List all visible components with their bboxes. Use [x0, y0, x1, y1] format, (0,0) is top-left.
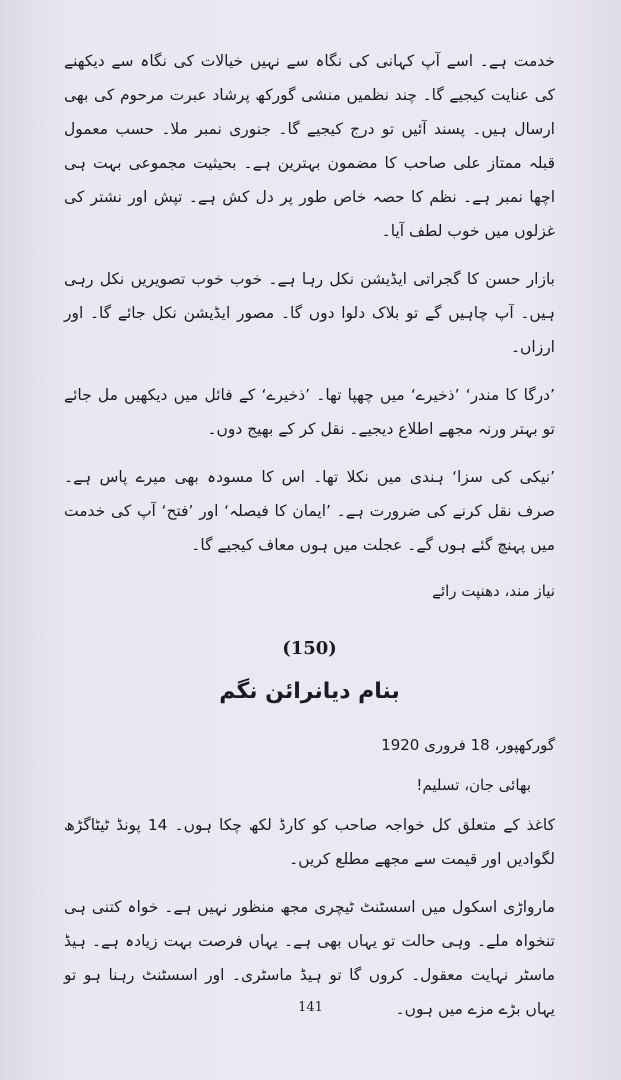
paragraph-2: بازار حسن کا گجراتی ایڈیشن نکل رہا ہے۔ خوب خوب تصویریں نکل رہی ہیں۔ آپ چاہیں گے تو بلاک دلوا دوں گا۔ مصور ایڈیشن نکل جائے گا۔ اور ارزاں۔ — [64, 270, 555, 356]
salutation: بھائی جان، تسلیم! — [416, 776, 531, 794]
place-and-date: گورکھپور، 18 فروری 1920 — [381, 736, 555, 754]
letter-number: (150) — [282, 638, 337, 659]
paragraph-3: ’درگا کا مندر‘ ’ذخیرے‘ میں چھپا تھا۔ ’ذخیرے‘ کے فائل میں دیکھیں مل جائے تو بہتر ورنہ مجھے اطلاع دیجیے۔ نقل کر کے بھیج دوں۔ — [64, 386, 555, 438]
signature: نیاز مند، دھنپت رائے — [432, 582, 555, 600]
letter-heading: بنام دیانرائن نگم — [219, 679, 400, 704]
letter-150 — [64, 728, 555, 1026]
paragraph-5: کاغذ کے متعلق کل خواجہ صاحب کو کارڈ لکھ چکا ہوں۔ 14 پونڈ ٹیٹاگڑھ لگوادیں اور قیمت سے مجھے مطلع کریں۔ — [64, 816, 555, 868]
page-number: 141 — [298, 1000, 323, 1015]
paragraph-1: خدمت ہے۔ اسے آپ کہانی کی نگاہ سے نہیں خیالات کی نگاہ سے دیکھنے کی عنایت کیجیے گا۔ چند نظمیں منشی گورکھ پرشاد عبرت مرحوم کی بھی ارسال ہیں۔ پسند آئیں تو درج کیجیے گا۔ جنوری نمبر ملا۔ حسب معمول قبلہ ممتاز علی صاحب کا مضمون بہترین ہے۔ بحیثیت مجموعی بہت ہی اچھا نمبر ہے۔ نظم کا حصہ خاص طور پر دل کش ہے۔ تپش اور نشتر کی غزلوں میں خوب لطف آیا۔ — [64, 52, 555, 240]
paragraph-6: مارواڑی اسکول میں اسسٹنٹ ٹیچری مجھ منظور نہیں ہے۔ خواہ کتنی ہی تنخواہ ملے۔ وہی حالت تو یہاں بھی ہے۔ یہاں فرصت بہت زیادہ ہے۔ ہیڈ ماسٹر نہایت معقول۔ کروں گا تو ہیڈ ماسٹری۔ اور اسسٹنٹ رہنا ہو تو یہاں بڑے مزے میں ہوں۔ — [64, 898, 555, 1018]
letter-149-continuation — [64, 44, 555, 606]
paragraph-4: ’نیکی کی سزا‘ ہندی میں نکلا تھا۔ اس کا مسودہ بھی میرے پاس ہے۔ صرف نقل کرنے کی ضرورت ہے۔ ’ایمان کا فیصلہ‘ اور ’فتح‘ آپ کی خدمت میں پہنچ گئے ہوں گے۔ عجلت میں ہوں معاف کیجیے گا۔ — [64, 468, 555, 554]
